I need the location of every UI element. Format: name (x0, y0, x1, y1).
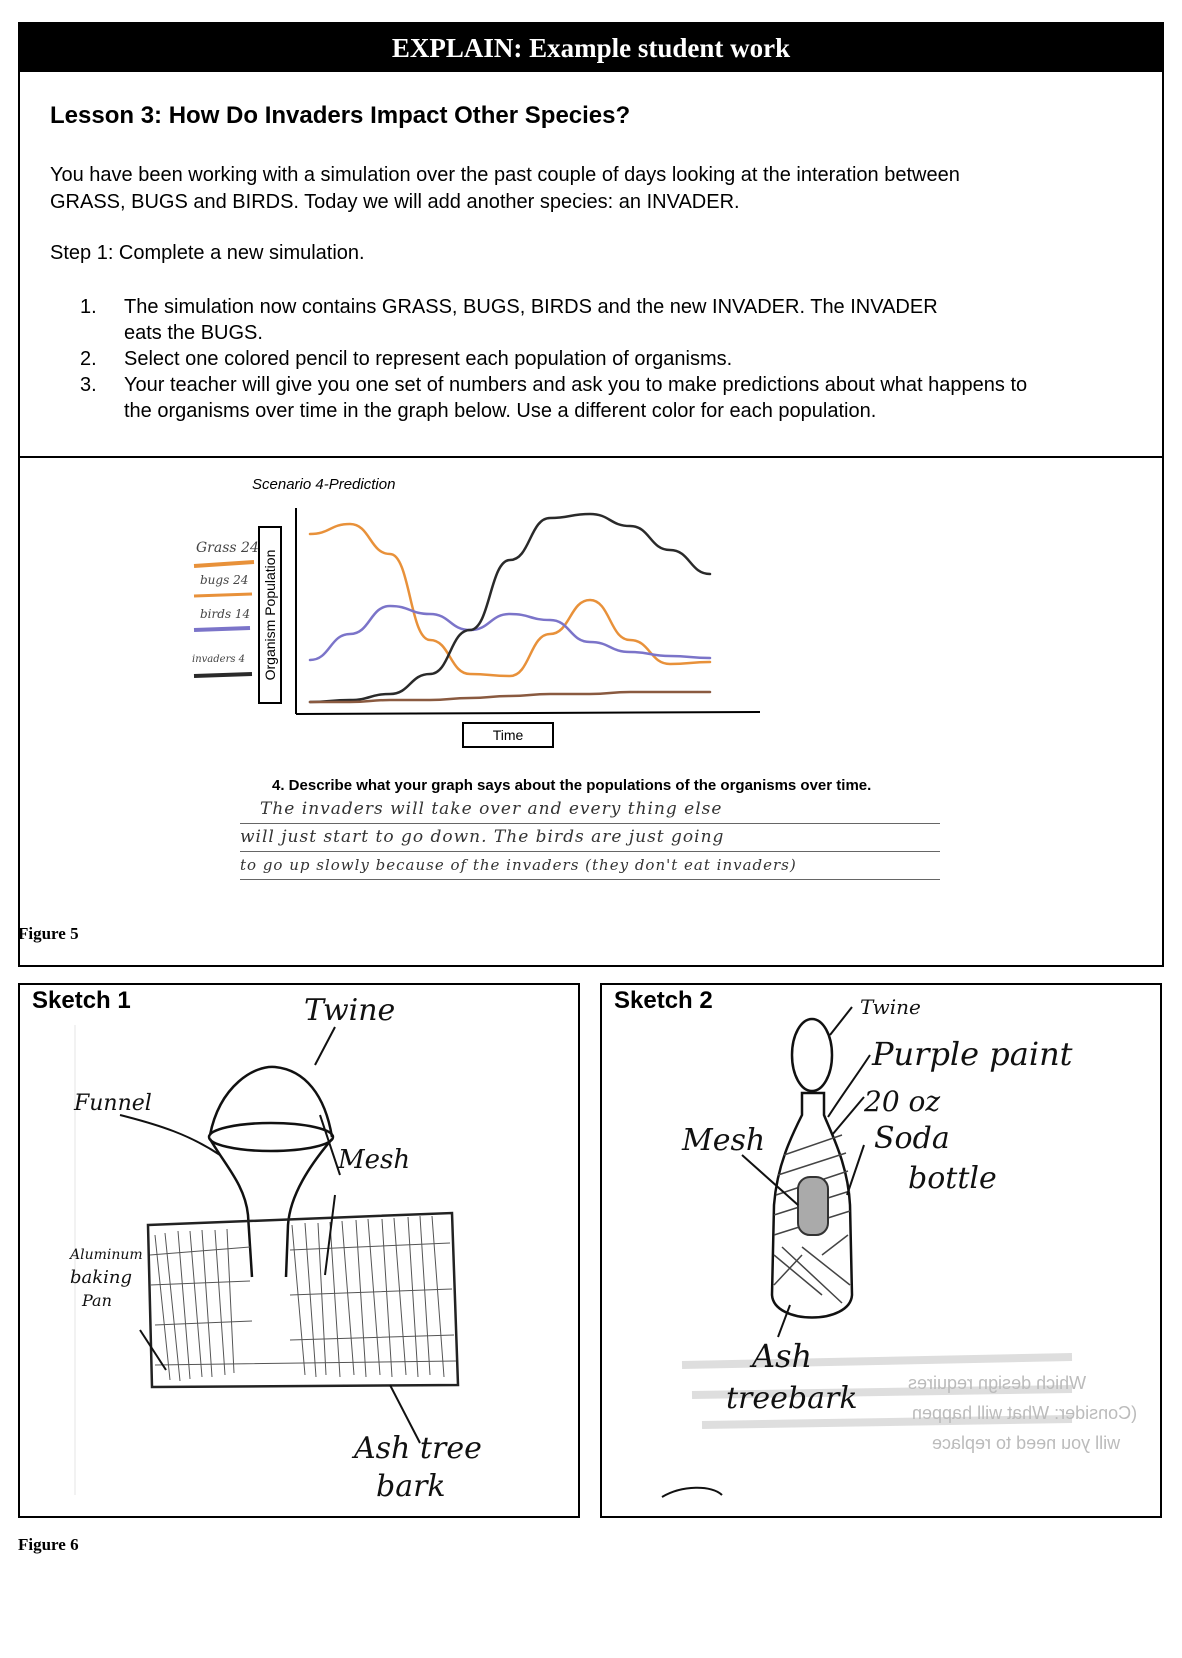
x-axis-label-box (462, 722, 554, 748)
sketch-title: Sketch 2 (614, 987, 713, 1014)
soda-label: Soda (874, 1121, 950, 1156)
mesh-label: Mesh (338, 1145, 411, 1175)
pan-pointer (140, 1330, 166, 1370)
twine-label: Twine (860, 995, 921, 1019)
oz-label: 20 oz (864, 1085, 941, 1118)
funnel-right (286, 1139, 332, 1277)
ash-label-line2: treebark (726, 1381, 858, 1416)
legend-label: bugs 24 (200, 573, 249, 587)
baking-pan (148, 1213, 458, 1387)
intro-line: GRASS, BUGS and BIRDS. Today we will add another species: an INVADER. (50, 191, 740, 213)
intro-paragraph (50, 162, 1130, 216)
legend-swatch (194, 562, 254, 566)
scan-artifact (662, 1488, 722, 1497)
list-line: The simulation now contains GRASS, BUGS, BIRDS and the new INVADER. The INVADER (124, 296, 938, 318)
question-prompt: 4. Describe what your graph says about the populations of the organisms over time. (272, 777, 872, 794)
twine-pointer (315, 1027, 335, 1065)
y-axis-label-box (258, 526, 282, 704)
bleed-through-text: (Consider: What will happen (912, 1403, 1138, 1423)
pan-label-line3: Pan (82, 1291, 112, 1310)
ash-label-line1: Ash (752, 1337, 813, 1375)
legend-swatch (194, 674, 252, 676)
figure-caption: Figure 6 (18, 1535, 79, 1554)
section-banner: EXPLAIN: Example student work (20, 24, 1162, 72)
bottle-pointer-2 (847, 1145, 864, 1195)
legend-label: invaders 4 (192, 654, 246, 665)
mesh-rim (209, 1123, 333, 1151)
list-item (80, 294, 1160, 346)
handwritten-answer (240, 796, 940, 880)
mesh-pointer (742, 1155, 798, 1205)
legend-label: birds 14 (200, 607, 251, 621)
figure-caption: Figure 5 (18, 924, 79, 943)
pan-label-line2: baking (70, 1267, 133, 1288)
series-line-2 (310, 514, 710, 702)
intro-line: You have been working with a simulation over the past couple of days looking at the interation between (50, 164, 960, 186)
list-line: the organisms over time in the graph below. Use a different color for each population. (124, 400, 877, 422)
answer-line: The invaders will take over and every thing else (240, 796, 940, 824)
twine-loop (792, 1019, 832, 1091)
list-text (124, 372, 1160, 424)
list-item (80, 372, 1160, 424)
list-text (124, 294, 1160, 346)
pan-label-line1: Aluminum (70, 1247, 143, 1263)
x-axis-label: Time (492, 727, 524, 743)
answer-line: to go up slowly because of the invaders (they don't eat invaders) (240, 852, 940, 880)
lesson-title: Lesson 3: How Do Invaders Impact Other Species? (50, 102, 631, 129)
list-number: 3. (80, 374, 97, 396)
answer-line: will just start to go down. The birds are just going (240, 824, 940, 852)
list-number: 1. (80, 296, 97, 318)
x-axis (296, 712, 760, 714)
y-axis-label: Organism Population (262, 549, 278, 681)
sketch-title: Sketch 1 (32, 987, 131, 1014)
bottle-label: bottle (908, 1161, 997, 1196)
list-line: Select one colored pencil to represent each population of organisms. (124, 348, 733, 370)
bleed-through-text: will you need to replace (932, 1433, 1121, 1453)
step-heading: Step 1: Complete a new simulation. (50, 242, 365, 264)
legend-swatch (194, 594, 252, 596)
legend-label: Grass 24 (196, 540, 259, 556)
funnel-left (210, 1139, 252, 1277)
section-divider (20, 456, 1162, 458)
funnel-label: Funnel (74, 1091, 152, 1116)
steps-list (80, 294, 1160, 424)
bark-scribbles (150, 1216, 456, 1381)
twine-pointer (830, 1007, 852, 1035)
list-line: Your teacher will give you one set of numbers and ask you to make predictions about what happens to (124, 374, 1028, 396)
line-chart (290, 500, 770, 720)
mesh-patch (798, 1177, 828, 1235)
paint-label: Purple paint (872, 1035, 1073, 1073)
mesh-pointer-2 (325, 1195, 335, 1275)
legend-swatch (194, 628, 250, 630)
chart-subtitle: Scenario 4-Prediction (252, 476, 396, 493)
list-text (124, 346, 1160, 372)
twine-label: Twine (304, 993, 396, 1028)
ash-label-line2: bark (376, 1469, 446, 1504)
list-number: 2. (80, 348, 97, 370)
ash-label-line1: Ash tree (354, 1431, 482, 1466)
mesh-label: Mesh (682, 1123, 766, 1158)
list-item (80, 346, 1160, 372)
funnel-pointer (120, 1115, 220, 1155)
list-line: eats the BUGS. (124, 322, 263, 344)
sketch-2-panel (600, 983, 1162, 1518)
sketch-1-panel (18, 983, 580, 1518)
bleed-through-text: Which design requires (908, 1373, 1087, 1393)
